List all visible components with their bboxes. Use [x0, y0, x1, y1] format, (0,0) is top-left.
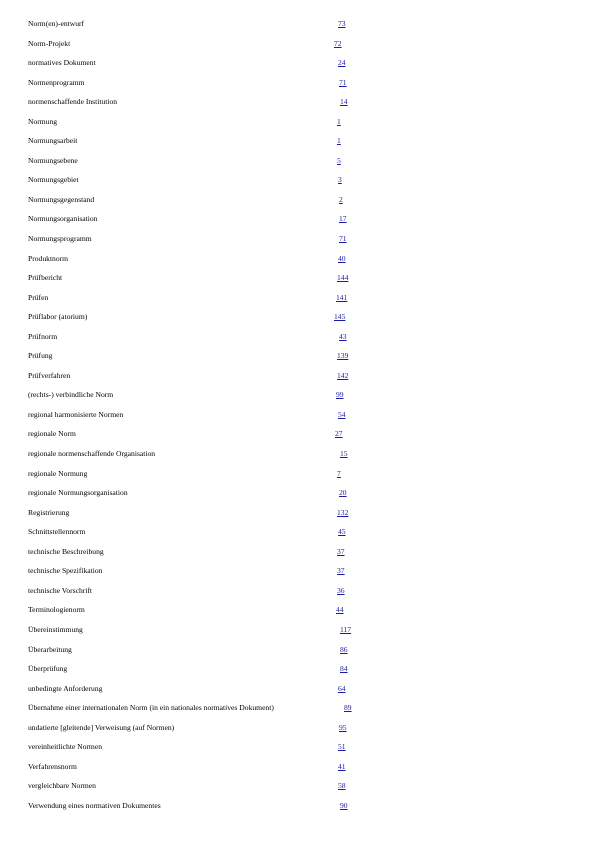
page-number-link[interactable]: 3: [338, 175, 342, 185]
index-entry: [28, 565, 368, 585]
index-term: regionale Normung: [28, 468, 88, 478]
page-number-link[interactable]: 58: [338, 781, 346, 791]
page-number-link[interactable]: 142: [337, 370, 349, 380]
page-number-link[interactable]: 144: [337, 273, 349, 283]
index-entry: [28, 292, 368, 312]
index-term: Terminologienorm: [28, 605, 85, 615]
page-number-link[interactable]: 72: [334, 38, 342, 48]
page-number-link[interactable]: 117: [340, 624, 352, 634]
index-term: technische Spezifikation: [28, 566, 103, 576]
index-term: Normungsgebiet: [28, 175, 79, 185]
index-term: (rechts-) verbindliche Norm: [28, 390, 114, 400]
index-entry: [28, 448, 368, 468]
index-term: Prüfnorm: [28, 331, 58, 341]
page-number-link[interactable]: 15: [340, 449, 348, 459]
index-term: Prüfbericht: [28, 273, 63, 283]
index-term: Normungsprogramm: [28, 234, 92, 244]
index-term: Normungsgegenstand: [28, 194, 95, 204]
index-entry: [28, 213, 368, 233]
index-entry: [28, 331, 368, 351]
index-term: Norm(en)-entwurf: [28, 19, 85, 28]
page-number-link[interactable]: 84: [340, 664, 348, 674]
index-term: Registrierung: [28, 507, 70, 517]
index-term: Normung: [28, 116, 58, 126]
page-number-link[interactable]: 7: [337, 468, 341, 478]
page-number-link[interactable]: 2: [339, 194, 343, 204]
index-term: Überarbeitung: [28, 644, 72, 654]
index-entry: [28, 624, 368, 644]
index-entry: [28, 722, 368, 742]
index-entry: [28, 487, 368, 507]
index-entry: [28, 38, 368, 58]
page-number-link[interactable]: 132: [337, 507, 349, 517]
index-list: [28, 18, 368, 819]
index-entry: [28, 741, 368, 761]
page-number-link[interactable]: 24: [338, 58, 346, 68]
index-entry: [28, 604, 368, 624]
index-term: vereinheitlichte Normen: [28, 742, 103, 752]
page-number-link[interactable]: 1: [337, 116, 341, 126]
index-term: regionale Norm: [28, 429, 76, 439]
index-term: Prüfen: [28, 292, 49, 302]
index-entry: [28, 233, 368, 253]
page-number-link[interactable]: 145: [334, 312, 346, 322]
index-term: regionale Normungsorganisation: [28, 488, 128, 498]
page-number-link[interactable]: 141: [336, 292, 348, 302]
index-entry: [28, 18, 368, 38]
index-term: undatierte [gleitende] Verweisung (auf Normen): [28, 722, 175, 732]
page-number-link[interactable]: 14: [340, 97, 348, 107]
index-term: Normungsebene: [28, 155, 78, 165]
index-term: Prüflabor (atorium): [28, 312, 88, 322]
index-entry: [28, 702, 368, 722]
index-term: normenschaffende Institution: [28, 97, 118, 107]
page-number-link[interactable]: 86: [340, 644, 348, 654]
index-entry: [28, 585, 368, 605]
page-number-link[interactable]: 1: [337, 136, 341, 146]
page-number-link[interactable]: 41: [338, 761, 346, 771]
index-term: Prüfung: [28, 351, 53, 361]
index-term: Norm-Projekt: [28, 38, 71, 48]
page-number-link[interactable]: 36: [337, 585, 345, 595]
page-number-link[interactable]: 73: [338, 19, 346, 28]
index-entry: [28, 272, 368, 292]
index-entry: [28, 155, 368, 175]
page-number-link[interactable]: 89: [344, 703, 352, 713]
index-entry: [28, 761, 368, 781]
index-entry: [28, 526, 368, 546]
index-term: normatives Dokument: [28, 58, 96, 68]
page-number-link[interactable]: 95: [339, 722, 347, 732]
index-entry: [28, 468, 368, 488]
index-entry: [28, 409, 368, 429]
index-entry: [28, 350, 368, 370]
page-number-link[interactable]: 17: [339, 214, 347, 224]
index-entry: [28, 683, 368, 703]
page-number-link[interactable]: 37: [337, 546, 345, 556]
index-entry: [28, 507, 368, 527]
page-number-link[interactable]: 51: [338, 742, 346, 752]
index-entry: [28, 663, 368, 683]
index-entry: [28, 311, 368, 331]
index-entry: [28, 194, 368, 214]
index-term: Normungsarbeit: [28, 136, 78, 146]
page-number-link[interactable]: 44: [336, 605, 344, 615]
index-entry: [28, 389, 368, 409]
index-term: Produktnorm: [28, 253, 69, 263]
page-number-link[interactable]: 71: [339, 77, 347, 87]
index-entry: [28, 428, 368, 448]
index-entry: [28, 96, 368, 116]
page-number-link[interactable]: 90: [340, 800, 348, 810]
index-entry: [28, 77, 368, 97]
index-entry: [28, 800, 368, 820]
index-term: Überprüfung: [28, 664, 68, 674]
page-number-link[interactable]: 27: [335, 429, 343, 439]
page-number-link[interactable]: 54: [338, 409, 346, 419]
index-entry: [28, 253, 368, 273]
index-term: Übereinstimmung: [28, 624, 83, 634]
index-term: technische Vorschrift: [28, 585, 93, 595]
index-term: Übernahme einer internationalen Norm (in ein nationales normatives Dokument): [28, 703, 274, 713]
index-entry: [28, 57, 368, 77]
page-number-link[interactable]: 20: [339, 488, 347, 498]
index-term: Schnittstellennorm: [28, 527, 86, 537]
index-term: vergleichbare Normen: [28, 781, 96, 791]
index-entry: [28, 135, 368, 155]
index-term: technische Beschreibung: [28, 546, 104, 556]
index-entry: [28, 174, 368, 194]
page-number-link[interactable]: 5: [337, 155, 341, 165]
index-entry: [28, 780, 368, 800]
index-entry: [28, 370, 368, 390]
page-number-link[interactable]: 37: [337, 566, 345, 576]
page-number-link[interactable]: 99: [336, 390, 344, 400]
page-number-link[interactable]: 40: [338, 253, 346, 263]
index-term: Prüfverfahren: [28, 370, 71, 380]
index-term: Verfahrensnorm: [28, 761, 77, 771]
page-number-link[interactable]: 71: [339, 234, 347, 244]
index-entry: [28, 116, 368, 136]
page-number-link[interactable]: 45: [338, 527, 346, 537]
page-number-link[interactable]: 64: [338, 683, 346, 693]
index-term: unbedingte Anforderung: [28, 683, 103, 693]
index-term: regionale normenschaffende Organisation: [28, 449, 156, 459]
index-term: regional harmonisierte Normen: [28, 409, 124, 419]
index-term: Normenprogramm: [28, 77, 85, 87]
page-number-link[interactable]: 139: [337, 351, 349, 361]
index-term: Verwendung eines normativen Dokumentes: [28, 800, 161, 810]
index-entry: [28, 644, 368, 664]
page-number-link[interactable]: 43: [339, 331, 347, 341]
index-term: Normungsorganisation: [28, 214, 98, 224]
index-entry: [28, 546, 368, 566]
